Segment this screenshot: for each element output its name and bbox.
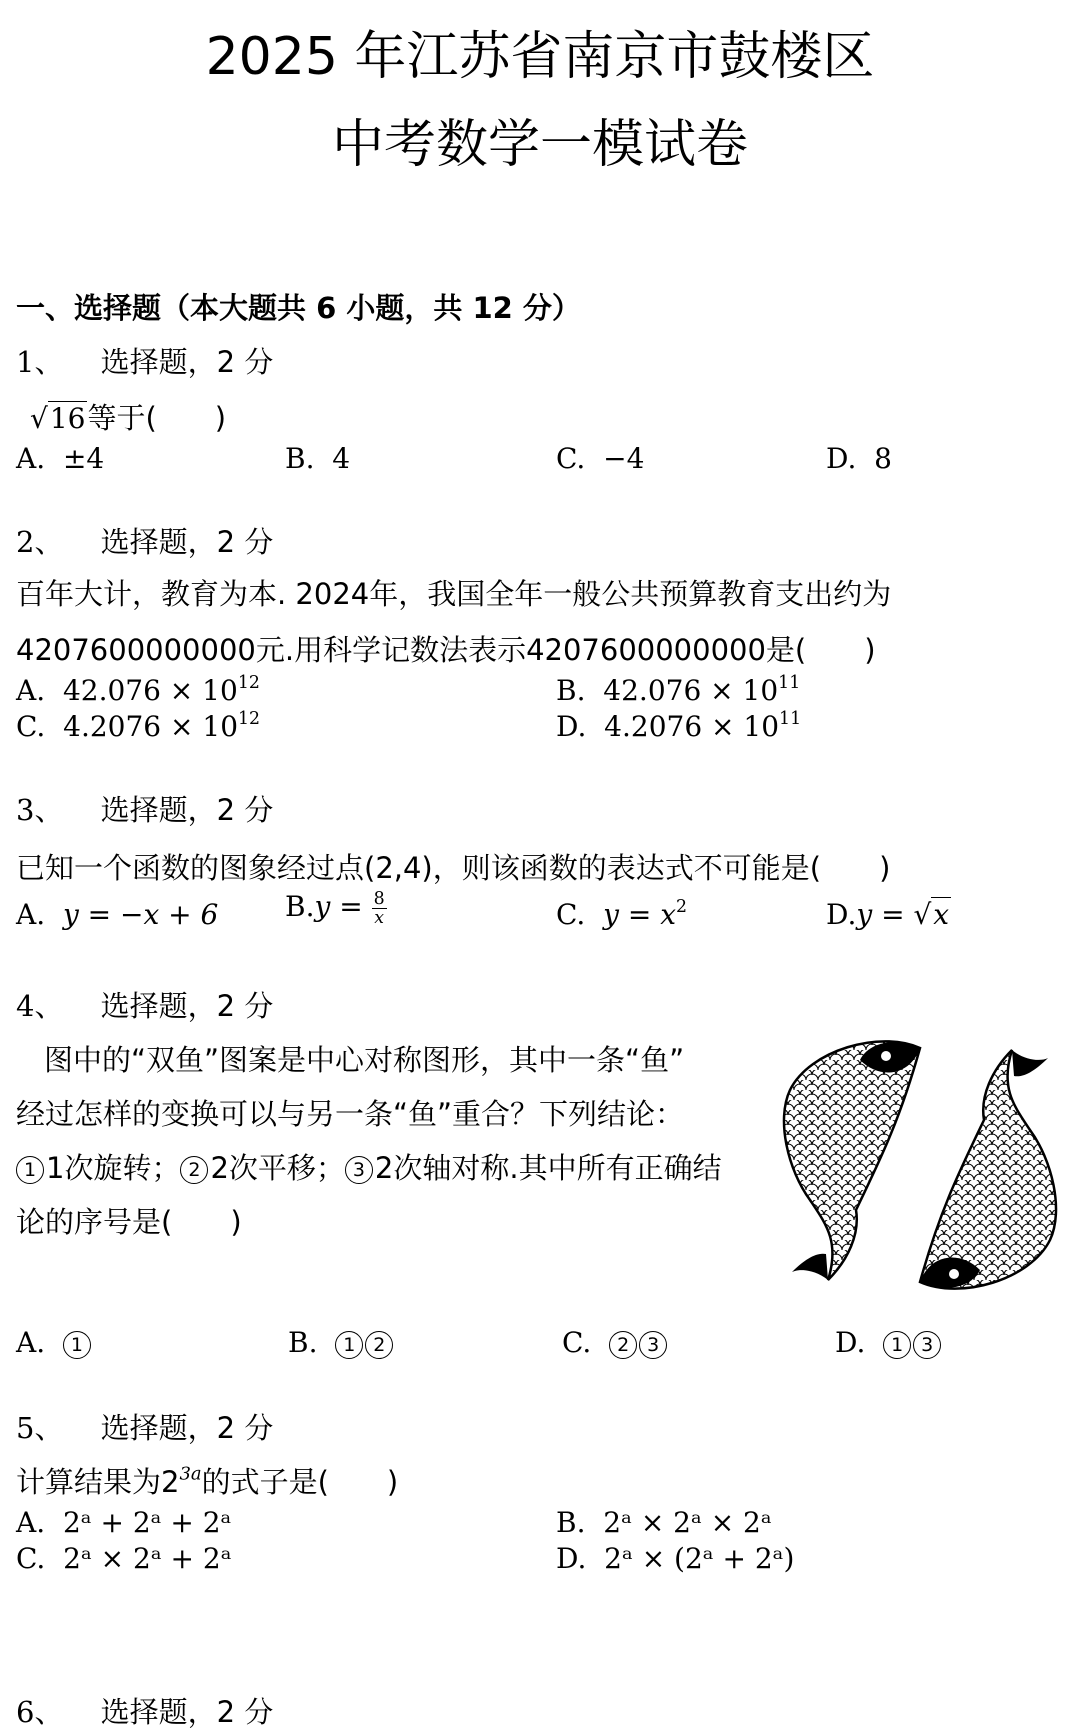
circled-number: 1	[335, 1331, 363, 1359]
q4-option-c[interactable]: C. 2 3	[562, 1326, 669, 1359]
question-number: 3、	[16, 793, 64, 827]
q1-option-c[interactable]: C. −4	[556, 442, 645, 475]
q3-option-a[interactable]: A. y = −x + 6	[16, 898, 219, 931]
q1-option-a[interactable]: A. ±4	[16, 442, 105, 475]
sqrt-expression: √16	[30, 402, 86, 435]
q3-option-d[interactable]: D.y = √x	[826, 898, 950, 931]
q3-option-c[interactable]: C. $y = x^2$	[556, 896, 688, 931]
question-3-stem: 已知一个函数的图象经过点(2,4)，则该函数的表达式不可能是( )	[16, 851, 891, 885]
circled-number: 1	[16, 1156, 44, 1184]
circled-number: 1	[63, 1331, 91, 1359]
q5-option-b[interactable]: B. 2ᵃ × 2ᵃ × 2ᵃ	[556, 1506, 772, 1539]
q2-option-c[interactable]: C. $4.2076 \times 10^{12}$	[16, 708, 261, 743]
q5-option-c[interactable]: C. 2ᵃ × 2ᵃ + 2ᵃ	[16, 1542, 232, 1575]
question-2-stem-line1: 百年大计，教育为本. 2024年，我国全年一般公共预算教育支出约为	[16, 577, 892, 611]
q5-option-d[interactable]: D. 2ᵃ × (2ᵃ + 2ᵃ)	[556, 1542, 795, 1575]
question-5-stem: 计算结果为$2^{3a}$的式子是( )	[16, 1463, 399, 1499]
question-4-header	[16, 984, 273, 1025]
fish-upper-left	[784, 1041, 920, 1280]
question-3-header	[16, 788, 273, 829]
q1-option-b[interactable]: B. 4	[285, 442, 351, 475]
q5-option-a[interactable]: A. 2ᵃ + 2ᵃ + 2ᵃ	[16, 1506, 232, 1539]
question-number: 2、	[16, 525, 64, 559]
question-type: 选择题，2 分	[100, 1411, 274, 1445]
exam-title-line2: 中考数学一模试卷	[331, 115, 748, 175]
q4-option-d[interactable]: D. 1 3	[835, 1326, 943, 1359]
question-4-stem-line3: 1 1次旋转； 2 2次平移； 3 2次轴对称.其中所有正确结	[16, 1146, 722, 1187]
exam-title-line1: 2025 年江苏省南京市鼓楼区	[205, 27, 875, 87]
question-type: 选择题，2 分	[100, 989, 274, 1023]
question-1-stem: √16等于( )	[30, 401, 227, 435]
question-2-header	[16, 520, 273, 561]
q2-option-d[interactable]: D. $4.2076 \times 10^{11}$	[556, 708, 802, 743]
circled-number: 2	[365, 1331, 393, 1359]
q1-option-d[interactable]: D. 8	[826, 442, 892, 475]
circled-number: 3	[913, 1331, 941, 1359]
question-4-stem-line1: 图中的“双鱼”图案是中心对称图形，其中一条“鱼”	[44, 1043, 685, 1077]
q3-option-b[interactable]: B.y = $\frac{8}{x}$	[285, 889, 385, 929]
question-2-stem-line2: 4207600000000元.用科学记数法表示4207600000000是( )	[16, 633, 876, 667]
circled-number: 3	[639, 1331, 667, 1359]
q4-option-a[interactable]: A. 1	[16, 1326, 93, 1359]
fish-lower-right	[920, 1050, 1056, 1289]
twin-fish-figure	[770, 1020, 1070, 1310]
question-type: 选择题，2 分	[100, 345, 274, 379]
question-4-stem-line4: 论的序号是( )	[16, 1205, 242, 1239]
q2-option-b[interactable]: B. $42.076 \times 10^{11}$	[556, 672, 801, 707]
question-number: 6、	[16, 1695, 64, 1729]
section-heading: 一、选择题（本大题共 6 小题，共 12 分）	[16, 291, 581, 325]
question-type: 选择题，2 分	[100, 525, 274, 559]
question-number: 5、	[16, 1411, 64, 1445]
question-number: 1、	[16, 345, 64, 379]
question-type: 选择题，2 分	[100, 793, 274, 827]
circled-number: 1	[883, 1331, 911, 1359]
q4-option-b[interactable]: B. 1 2	[288, 1326, 395, 1359]
q2-option-a[interactable]: A. $42.076 \times 10^{12}$	[16, 672, 260, 707]
question-number: 4、	[16, 989, 64, 1023]
question-6-header	[16, 1690, 273, 1731]
question-1-header	[16, 340, 273, 381]
question-4-stem-line2: 经过怎样的变换可以与另一条“鱼”重合？下列结论：	[16, 1097, 685, 1131]
question-type: 选择题，2 分	[100, 1695, 274, 1729]
question-5-header	[16, 1406, 273, 1447]
circled-number: 2	[180, 1156, 208, 1184]
circled-number: 3	[345, 1156, 373, 1184]
circled-number: 2	[609, 1331, 637, 1359]
